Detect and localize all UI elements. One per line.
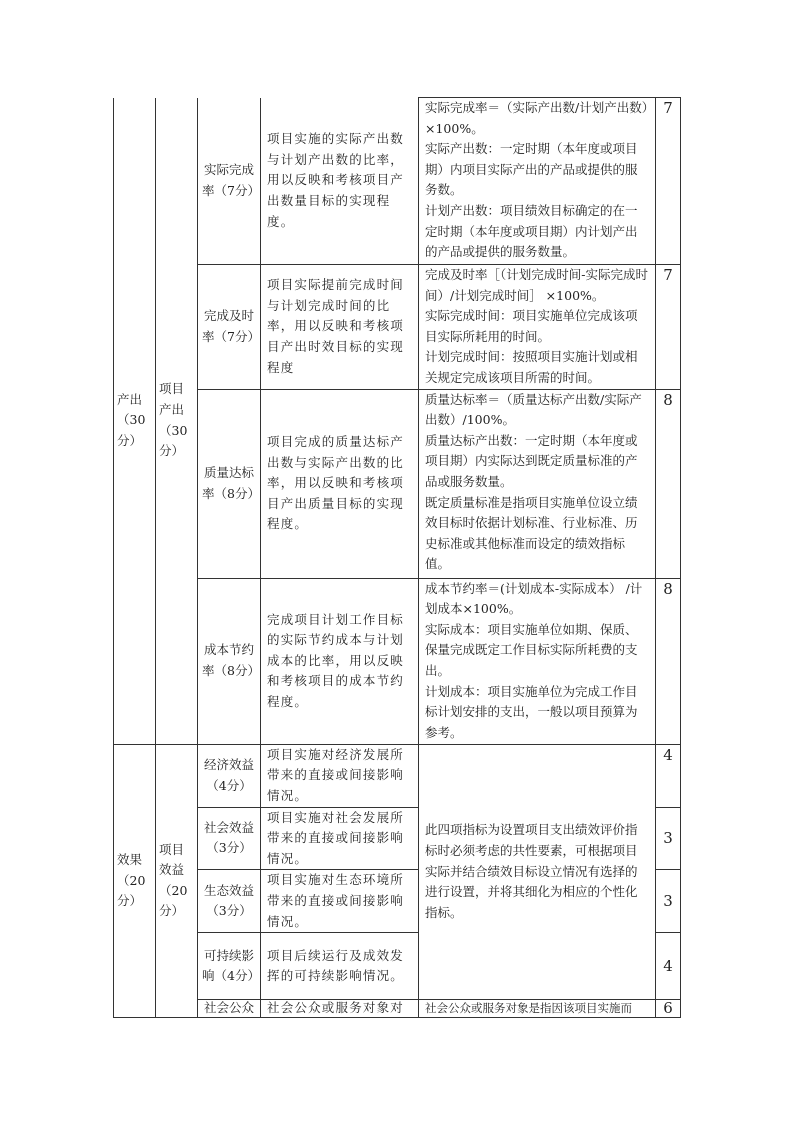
level3-indicator: 生态效益（3分） [198, 870, 261, 933]
table-row [114, 389, 681, 578]
table-row [114, 1000, 681, 1018]
indicator-explanation: 社会公众或服务对象是指因该项目实施而 [419, 1000, 656, 1018]
score: 7 [656, 265, 681, 390]
explanation-line: 既定质量标准是指项目实施单位设立绩效目标时依据计划标准、行业标准、历史标准或其他标准而设定的绩效指标值。 [425, 494, 638, 572]
table-row [114, 265, 681, 390]
explanation-line: 实际完成率＝（实际产出数/计划产出数）×100%。 [425, 100, 648, 136]
explanation-line: 成本节约率＝(计划成本-实际成本） /计划成本×100%。 [425, 580, 643, 617]
score: 4 [656, 744, 681, 807]
explanation-line: 计划产出数：项目绩效目标确定的在一定时期（本年度或项目期）内计划产出的产品或提供的服务数量。 [425, 202, 638, 260]
indicator-definition: 项目实施的实际产出数与计划产出数的比率，用以反映和考核项目产出数量目标的实现程度。 [261, 98, 419, 265]
level3-indicator: 社会效益（3分） [198, 807, 261, 870]
indicator-definition: 项目完成的质量达标产出数与实际产出数的比率，用以反映和考核项目产出质量目标的实现程度。 [261, 389, 419, 578]
score: 6 [656, 1000, 681, 1018]
score: 7 [656, 98, 681, 265]
indicator-definition: 项目实施对生态环境所带来的直接或间接影响情况。 [261, 870, 419, 933]
score: 3 [656, 807, 681, 870]
level3-indicator: 完成及时率（7分） [198, 265, 261, 390]
explanation-line: 质量达标产出数：一定时期（本年度或项目期）内实际达到既定质量标准的产品或服务数量。 [425, 432, 638, 489]
level3-indicator: 可持续影响（4分） [198, 933, 261, 1000]
explanation-line: 计划完成时间：按照项目实施计划或相关规定完成该项目所需的时间。 [425, 349, 638, 385]
indicator-explanation [419, 98, 656, 265]
indicator-definition: 社会公众或服务对象对 [261, 1000, 419, 1018]
score: 8 [656, 389, 681, 578]
level1-indicator: 产出（30分） [114, 98, 156, 745]
explanation-line: 实际产出数：一定时期（本年度或项目期）内项目实际产出的产品或提供的服务数。 [425, 141, 638, 198]
explanation-line: 质量达标率＝（质量达标产出数/实际产出数）/100%。 [425, 391, 642, 428]
level3-indicator: 实际完成率（7分） [198, 98, 261, 265]
level3-indicator: 质量达标率（8分） [198, 389, 261, 578]
explanation-line: 实际成本：项目实施单位如期、保质、保量完成既定工作目标实际所耗费的支出。 [425, 621, 638, 678]
explanation-line: 实际完成时间：项目实施单位完成该项目实际所耗用的时间。 [425, 308, 638, 344]
indicator-definition: 项目实际提前完成时间与计划完成时间的比率，用以反映和考核项目产出时效目标的实现程度 [261, 265, 419, 390]
explanation-line: 计划成本：项目实施单位为完成工作目标计划安排的支出，一般以项目预算为参考。 [425, 683, 638, 740]
level3-indicator: 社会公众 [198, 1000, 261, 1018]
level3-indicator: 经济效益（4分） [198, 744, 261, 807]
score: 8 [656, 578, 681, 744]
indicator-explanation [419, 389, 656, 578]
indicator-explanation [419, 265, 656, 390]
shared-explanation: 此四项指标为设置项目支出绩效评价指标时必须考虑的共性要素，可根据项目实际并结合绩效目标设立情况有选择的进行设置，并将其细化为相应的个性化指标。 [419, 744, 656, 1000]
level1-indicator: 效果（20分） [114, 744, 156, 1018]
level2-indicator: 项目效益（20分） [156, 744, 198, 1018]
score: 3 [656, 870, 681, 933]
evaluation-indicator-table [113, 97, 681, 1018]
indicator-definition: 完成项目计划工作目标的实际节约成本与计划成本的比率，用以反映和考核项目的成本节约程度。 [261, 578, 419, 744]
indicator-definition: 项目实施对社会发展所带来的直接或间接影响情况。 [261, 807, 419, 870]
table-row [114, 578, 681, 744]
level3-indicator: 成本节约率（8分） [198, 578, 261, 744]
indicator-definition: 项目后续运行及成效发挥的可持续影响情况。 [261, 933, 419, 1000]
indicator-definition: 项目实施对经济发展所带来的直接或间接影响情况。 [261, 744, 419, 807]
indicator-explanation [419, 578, 656, 744]
table-row [114, 744, 681, 807]
level2-indicator: 项目产出（30分） [156, 98, 198, 745]
score: 4 [656, 933, 681, 1000]
table-row [114, 98, 681, 265]
explanation-line: 完成及时率［（计划完成时间-实际完成时间）/计划完成时间］ ×100%。 [425, 267, 648, 303]
